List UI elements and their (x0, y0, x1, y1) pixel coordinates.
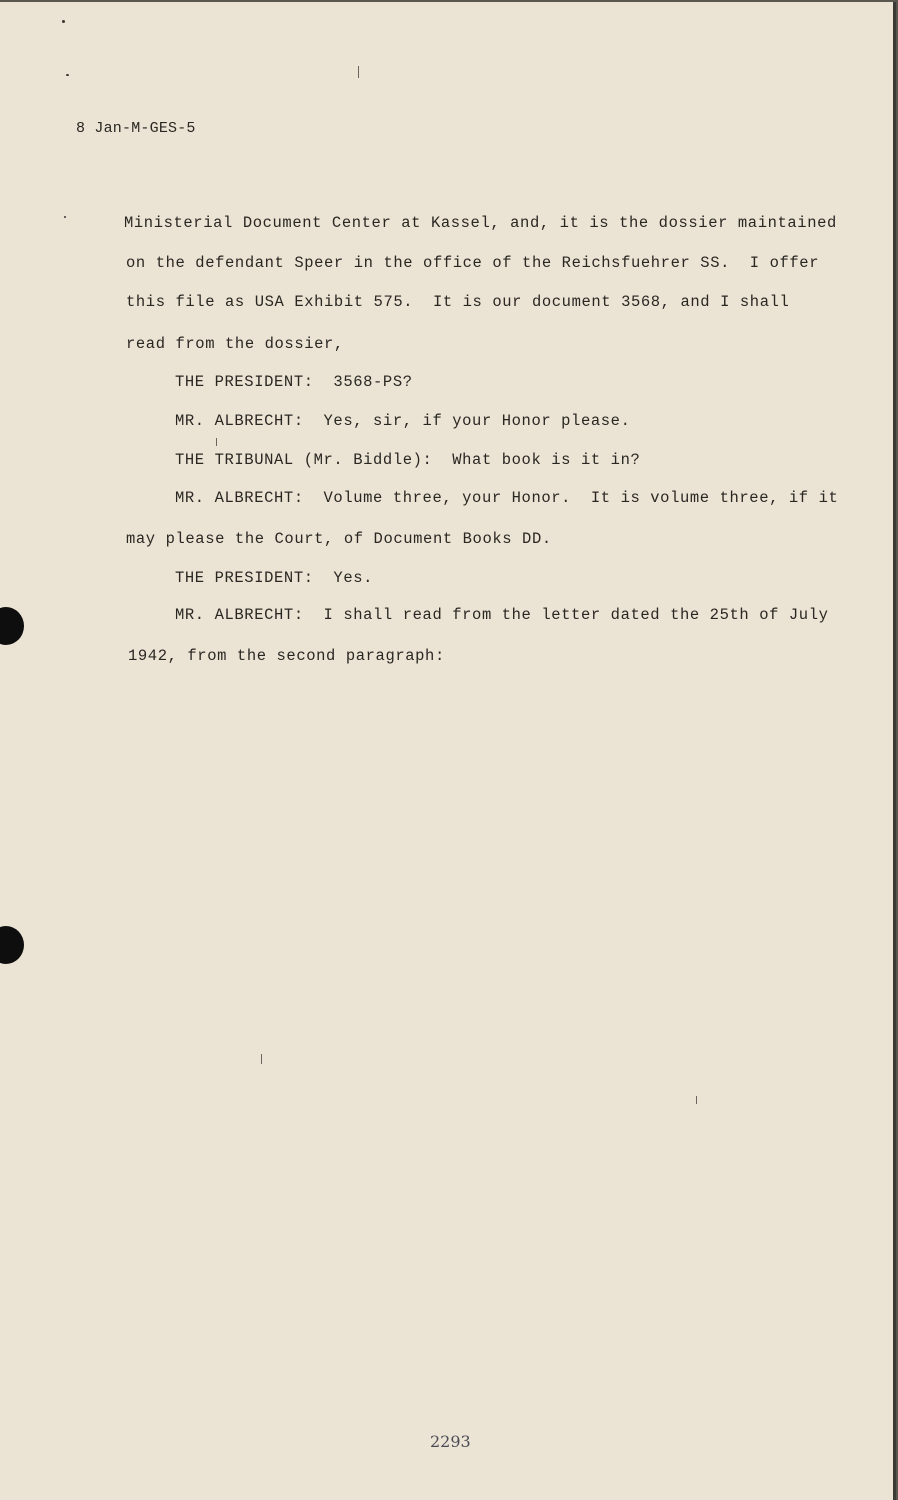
paragraph-line: this file as USA Exhibit 575. It is our document 3568, and I shall (126, 293, 790, 311)
ink-speck (66, 74, 69, 76)
tribunal-question: THE TRIBUNAL (Mr. Biddle): What book is it in? (175, 451, 641, 469)
president-reply: THE PRESIDENT: Yes. (175, 569, 374, 587)
paragraph-line: MR. ALBRECHT: I shall read from the letter dated the 25th of July (175, 606, 829, 624)
punch-hole (0, 926, 24, 964)
ink-mark (216, 438, 217, 446)
paragraph-line: may please the Court, of Document Books DD. (126, 530, 552, 548)
ink-speck (64, 216, 66, 218)
document-page (0, 2, 896, 1500)
president-question: THE PRESIDENT: 3568-PS? (175, 373, 413, 391)
page-edge (893, 2, 896, 1500)
albrecht-reply: MR. ALBRECHT: Yes, sir, if your Honor please. (175, 412, 631, 430)
paragraph-line: MR. ALBRECHT: Volume three, your Honor. It is volume three, if it (175, 489, 839, 507)
punch-hole (0, 607, 24, 645)
page-number: 2293 (430, 1432, 471, 1451)
ink-mark (261, 1054, 262, 1064)
ink-mark (696, 1096, 697, 1104)
page-identifier: 8 Jan-M-GES-5 (76, 120, 196, 137)
ink-speck (62, 20, 65, 23)
ink-mark (358, 66, 359, 78)
paragraph-line: Ministerial Document Center at Kassel, and, it is the dossier maintained (124, 214, 837, 232)
paragraph-line: 1942, from the second paragraph: (128, 647, 445, 665)
paragraph-line: read from the dossier, (126, 335, 344, 353)
paragraph-line: on the defendant Speer in the office of the Reichsfuehrer SS. I offer (126, 254, 820, 272)
